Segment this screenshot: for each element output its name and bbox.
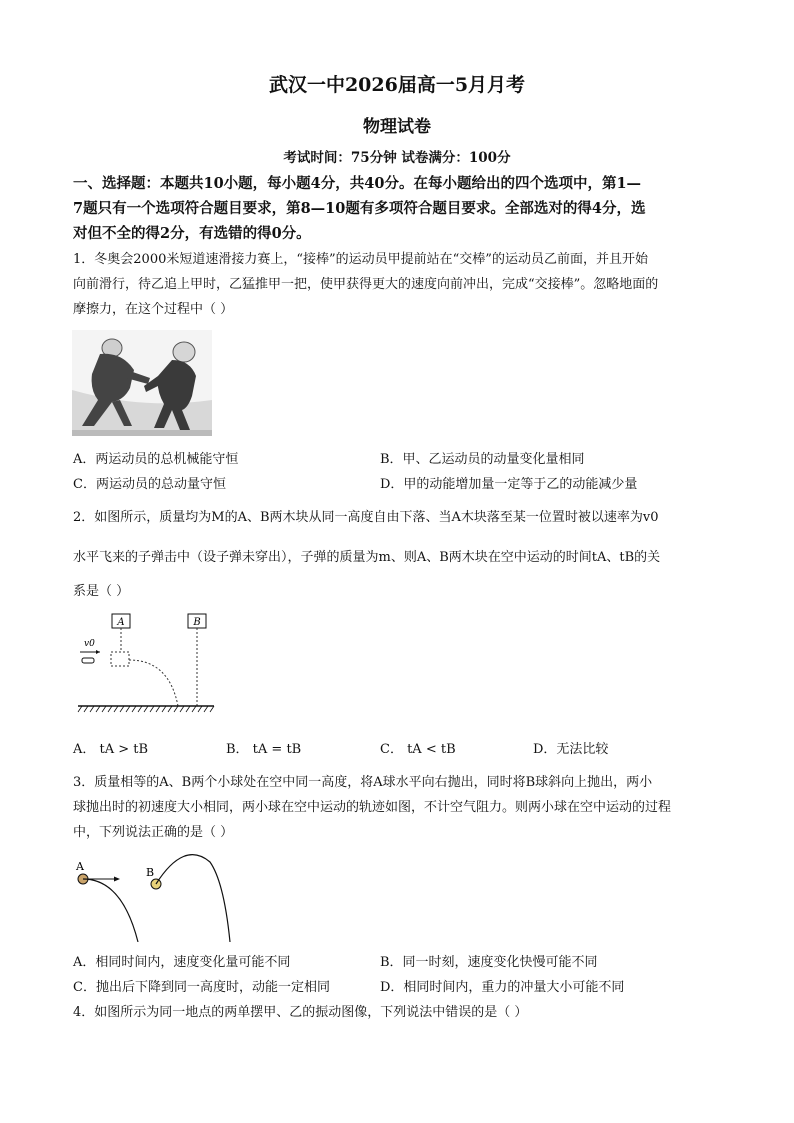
q1-option-a[interactable]: A．两运动员的总机械能守恒 bbox=[73, 452, 239, 467]
q3-trajectory-figure bbox=[72, 852, 242, 942]
q3-option-a[interactable]: A．相同时间内，速度变化量可能不同 bbox=[73, 955, 291, 970]
q2-label-a: A bbox=[117, 617, 125, 628]
section-line-3: 对但不全的得2分，有选错的得0分。 bbox=[73, 225, 311, 242]
q2-option-a[interactable]: A． tA > tB bbox=[73, 742, 149, 757]
q2-option-d[interactable]: D．无法比较 bbox=[533, 742, 609, 757]
q3-option-c[interactable]: C．抛出后下降到同一高度时，动能一定相同 bbox=[73, 980, 330, 995]
q2-option-b[interactable]: B． tA = tB bbox=[226, 742, 302, 757]
q3-label-b: B bbox=[146, 866, 155, 879]
q2-line-2: 水平飞来的子弹击中（设子弹未穿出），子弹的质量为m、则A、B两木块在空中运动的时间tA、tB的关 bbox=[73, 550, 661, 565]
q3-option-d[interactable]: D．相同时间内，重力的冲量大小可能不同 bbox=[380, 980, 625, 995]
q3-line-3: 中，下列说法正确的是（ ） bbox=[73, 825, 234, 840]
section-line-2: 7题只有一个选项符合题目要求，第8—10题有多项符合题目要求。全部选对的得4分，选 bbox=[73, 200, 646, 217]
q1-option-c[interactable]: C．两运动员的总动量守恒 bbox=[73, 477, 226, 492]
q3-line-2: 球抛出时的初速度大小相同，两小球在空中运动的轨迹如图，不计空气阻力。则两小球在空中运动的过程 bbox=[73, 800, 672, 815]
q2-line-3: 系是（ ） bbox=[73, 584, 130, 599]
section-line-1: 一、选择题：本题共10小题，每小题4分，共40分。在每小题给出的四个选项中，第1— bbox=[73, 175, 642, 192]
q1-option-b[interactable]: B．甲、乙运动员的动量变化量相同 bbox=[380, 452, 585, 467]
q1-line-2: 向前滑行，待乙追上甲时，乙猛推甲一把，使甲获得更大的速度向前冲出，完成“交接棒”。忽略地面的 bbox=[73, 277, 659, 292]
q1-option-d[interactable]: D．甲的动能增加量一定等于乙的动能减少量 bbox=[380, 477, 638, 492]
q3-option-b[interactable]: B．同一时刻，速度变化快慢可能不同 bbox=[380, 955, 598, 970]
q4-line-1: 4．如图所示为同一地点的两单摆甲、乙的振动图像，下列说法中错误的是（ ） bbox=[73, 1005, 528, 1020]
q3-line-1: 3．质量相等的A、B两个小球处在空中同一高度，将A球水平向右抛出，同时将B球斜向上抛出，两小 bbox=[73, 775, 653, 790]
q2-option-c[interactable]: C． tA < tB bbox=[380, 742, 456, 757]
q1-line-1: 1．冬奥会2000米短道速滑接力赛上，“接棒”的运动员甲提前站在“交棒”的运动员乙前面，并且开始 bbox=[73, 252, 648, 267]
q2-line-1: 2．如图所示，质量均为M的A、B两木块从同一高度自由下落、当A木块落至某一位置时被以速率为v0 bbox=[73, 510, 659, 525]
q2-label-b: B bbox=[193, 617, 201, 628]
q1-line-3: 摩擦力，在这个过程中（ ） bbox=[73, 302, 234, 317]
subject-title: 物理试卷 bbox=[363, 117, 431, 137]
q2-blocks-figure bbox=[74, 610, 224, 720]
exam-title: 武汉一中2026届高一5月月考 bbox=[268, 74, 526, 96]
exam-meta: 考试时间：75分钟 试卷满分：100分 bbox=[283, 150, 511, 166]
q3-label-a: A bbox=[76, 860, 84, 873]
q1-skaters-image bbox=[72, 330, 212, 436]
q2-label-v0: v0 bbox=[84, 639, 95, 649]
